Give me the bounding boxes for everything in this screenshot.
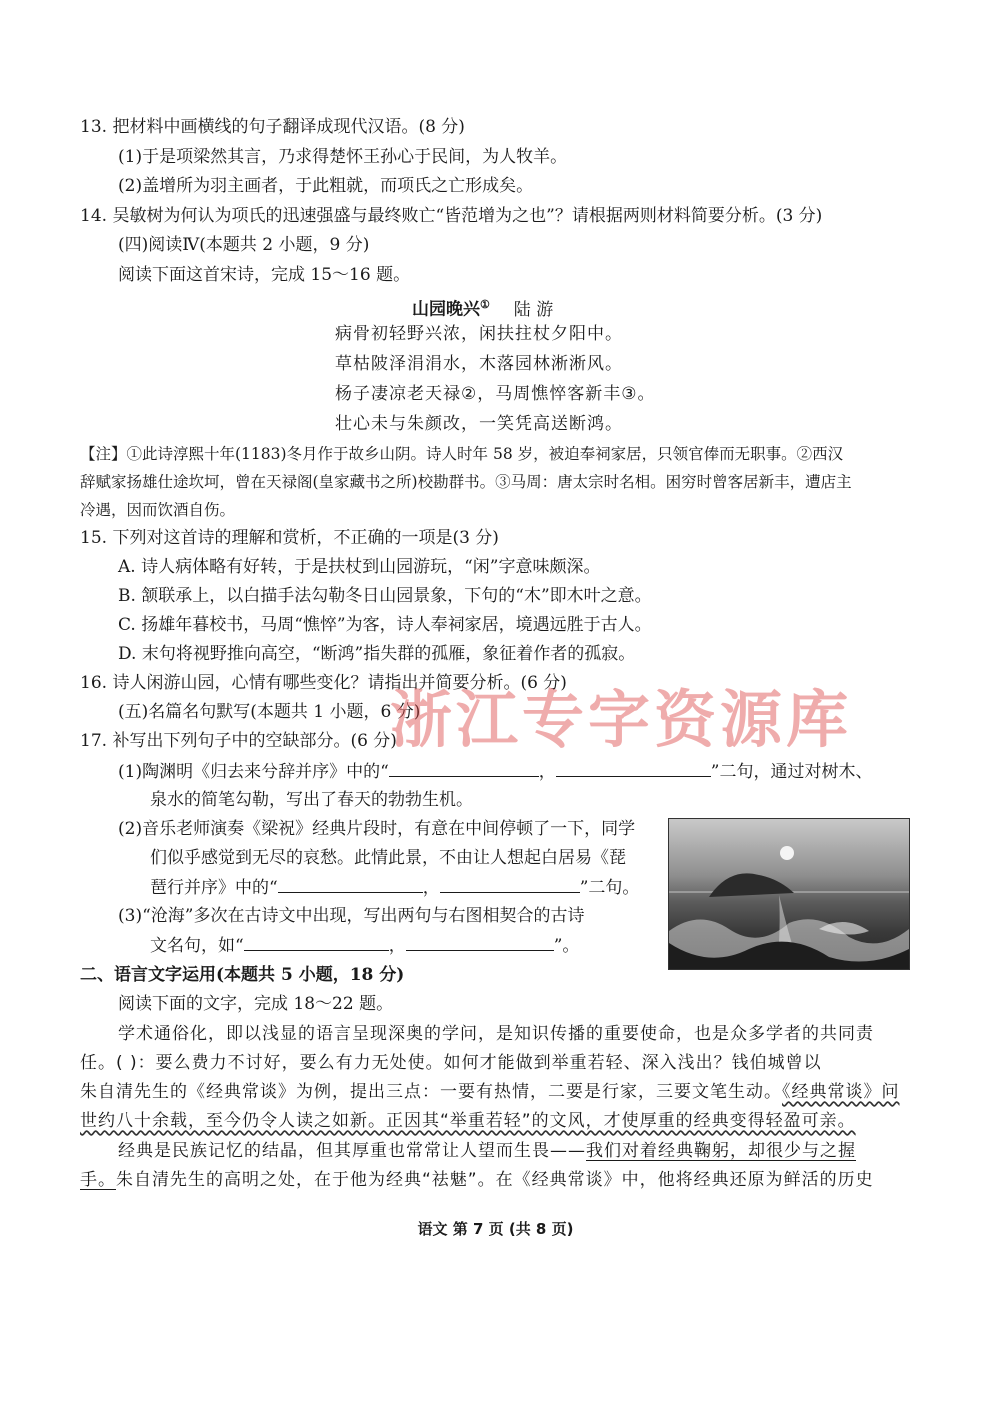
poem-author: 陆 游 bbox=[513, 299, 554, 320]
passage-line-5a: 经典是民族记忆的结晶，但其厚重也常常让人望而生畏—— bbox=[118, 1141, 586, 1161]
poem-line-3: 杨子凄凉老天禄②，马周憔悴客新丰③。 bbox=[335, 384, 656, 404]
passage-underline-1: 我们对着经典鞠躬，却很少与之握 bbox=[586, 1141, 856, 1161]
q17-part1-prefix: (1)陶渊明《归去来兮辞并序》中的“ bbox=[118, 762, 389, 782]
section5-heading: (五)名篇名句默写(本题共 1 小题，6 分) bbox=[118, 702, 421, 722]
poem-line-4: 壮心未与朱颜改，一笑凭高送断鸿。 bbox=[335, 414, 623, 434]
part2-heading: 二、语言文字运用(本题共 5 小题，18 分) bbox=[80, 965, 405, 985]
q13-sentence-2: (2)盖增所为羽主画者，于此粗就，而项氏之亡形成矣。 bbox=[118, 176, 534, 196]
poem-title-text: 山园晚兴 bbox=[412, 299, 480, 320]
sea-moon-illustration bbox=[669, 819, 909, 969]
passage-line-4: 世约八十余载，至今仍令人读之如新。正因其“举重若轻”的文风，才使厚重的经典变得轻盈可亲。 bbox=[80, 1111, 856, 1131]
q17-part2-suffix: ”二句。 bbox=[579, 878, 640, 898]
q15-option-b: B. 颔联承上，以白描手法勾勒冬日山园景象，下句的“木”即木叶之意。 bbox=[118, 586, 652, 606]
q17-part3-suffix: ”。 bbox=[553, 936, 580, 956]
passage-line-1: 学术通俗化，即以浅显的语言呈现深奥的学问，是知识传播的重要使命，也是众多学者的共同责 bbox=[118, 1024, 874, 1044]
q17-part2-line3: 琶行并序》中的“ ， ”二句。 bbox=[150, 878, 640, 898]
q13-sentence-1: (1)于是项梁然其言，乃求得楚怀王孙心于民间，为人牧羊。 bbox=[118, 147, 568, 167]
q17-part1-line2: 泉水的简笔勾勒，写出了春天的勃勃生机。 bbox=[150, 790, 473, 810]
watermark: 浙江专字资源库 bbox=[390, 683, 853, 756]
q17-part3-line1: (3)“沧海”多次在古诗文中出现，写出两句与右图相契合的古诗 bbox=[118, 906, 585, 926]
poem-line-2: 草枯陂泽涓涓水，木落园林淅淅风。 bbox=[335, 354, 623, 374]
q17-stem: 17. 补写出下列句子中的空缺部分。(6 分) bbox=[80, 731, 397, 751]
passage-line-3 bbox=[80, 1081, 900, 1103]
page-footer: 语文 第 7 页 (共 8 页) bbox=[417, 1220, 574, 1238]
poem-title-mark: ① bbox=[480, 298, 490, 311]
answer-blank[interactable] bbox=[244, 934, 389, 951]
section4-heading: (四)阅读Ⅳ(本题共 2 小题，9 分) bbox=[118, 235, 370, 255]
answer-blank[interactable] bbox=[389, 760, 539, 777]
q14-stem: 14. 吴敏树为何认为项氏的迅速强盛与最终败亡“皆范增为之也”？请根据两则材料简要分析。(3 分) bbox=[80, 206, 823, 226]
section4-intro: 阅读下面这首宋诗，完成 15～16 题。 bbox=[118, 265, 411, 285]
answer-blank[interactable] bbox=[278, 876, 423, 893]
q15-option-a: A. 诗人病体略有好转，于是扶杖到山园游玩，“闲”字意味颇深。 bbox=[118, 557, 601, 577]
poem-title bbox=[412, 294, 553, 321]
passage-line-3-text: 朱自清先生的《经典常谈》为例，提出三点：一要有热情，二要是行家，三要文笔生动。 bbox=[80, 1082, 782, 1102]
q17-part2-prefix: 琶行并序》中的“ bbox=[150, 878, 278, 898]
note-line-3: 冷遇，因而饮酒自伤。 bbox=[80, 501, 236, 519]
passage-wavy-1: 《经典常谈》问 bbox=[782, 1082, 900, 1102]
passage-line-5 bbox=[118, 1140, 856, 1162]
q15-option-c: C. 扬雄年暮校书，马周“憔悴”为客，诗人奉祠家居，境遇远胜于古人。 bbox=[118, 615, 652, 635]
q17-part2-line2: 们似乎感觉到无尽的哀愁。此情此景，不由让人想起白居易《琵 bbox=[150, 848, 626, 868]
part2-intro: 阅读下面的文字，完成 18～22 题。 bbox=[118, 994, 394, 1014]
answer-blank[interactable] bbox=[440, 876, 580, 893]
note-line-1: 【注】①此诗淳熙十年(1183)冬月作于故乡山阴。诗人时年 58 岁，被迫奉祠家居，只领官俸而无职事。②西汉 bbox=[80, 445, 844, 463]
q17-part1-line1: (1)陶渊明《归去来兮辞并序》中的“ ， ”二句，通过对树木、 bbox=[118, 762, 873, 782]
answer-blank[interactable] bbox=[406, 934, 554, 951]
q15-stem: 15. 下列对这首诗的理解和赏析，不正确的一项是(3 分) bbox=[80, 528, 499, 548]
q16-stem: 16. 诗人闲游山园，心情有哪些变化？请指出并简要分析。(6 分) bbox=[80, 673, 567, 693]
q17-part1-suffix: ”二句，通过对树木、 bbox=[710, 762, 873, 782]
passage-line-6 bbox=[80, 1169, 874, 1191]
island-rock bbox=[709, 873, 794, 897]
q13-stem: 13. 把材料中画横线的句子翻译成现代汉语。(8 分) bbox=[80, 117, 465, 137]
answer-blank[interactable] bbox=[556, 760, 711, 777]
passage-line-6b: 朱自清先生的高明之处，在于他为经典“祛魅”。在《经典常谈》中，他将经典还原为鲜活的历史 bbox=[116, 1170, 874, 1190]
moon-icon bbox=[780, 846, 794, 860]
passage-line-2: 任。( )：要么费力不讨好，要么有力无处使。如何才能做到举重若轻、深入浅出？钱伯城曾以 bbox=[80, 1053, 822, 1073]
q17-part3-prefix: 文名句，如“ bbox=[150, 936, 244, 956]
note-line-2: 辞赋家扬雄仕途坎坷，曾在天禄阁(皇家藏书之所)校勘群书。③马周：唐太宗时名相。困穷时曾客居新丰，遭店主 bbox=[80, 473, 852, 491]
q15-option-d: D. 末句将视野推向高空，“断鸿”指失群的孤雁，象征着作者的孤寂。 bbox=[118, 644, 636, 664]
sea-moon-picture bbox=[668, 818, 910, 970]
poem-line-1: 病骨初轻野兴浓，闲扶拄杖夕阳中。 bbox=[335, 324, 623, 344]
passage-underline-2: 手。 bbox=[80, 1170, 116, 1190]
q17-part2-line1: (2)音乐老师演奏《梁祝》经典片段时，有意在中间停顿了一下，同学 bbox=[118, 819, 636, 839]
q17-part3-line2: 文名句，如“ ， ”。 bbox=[150, 936, 580, 956]
